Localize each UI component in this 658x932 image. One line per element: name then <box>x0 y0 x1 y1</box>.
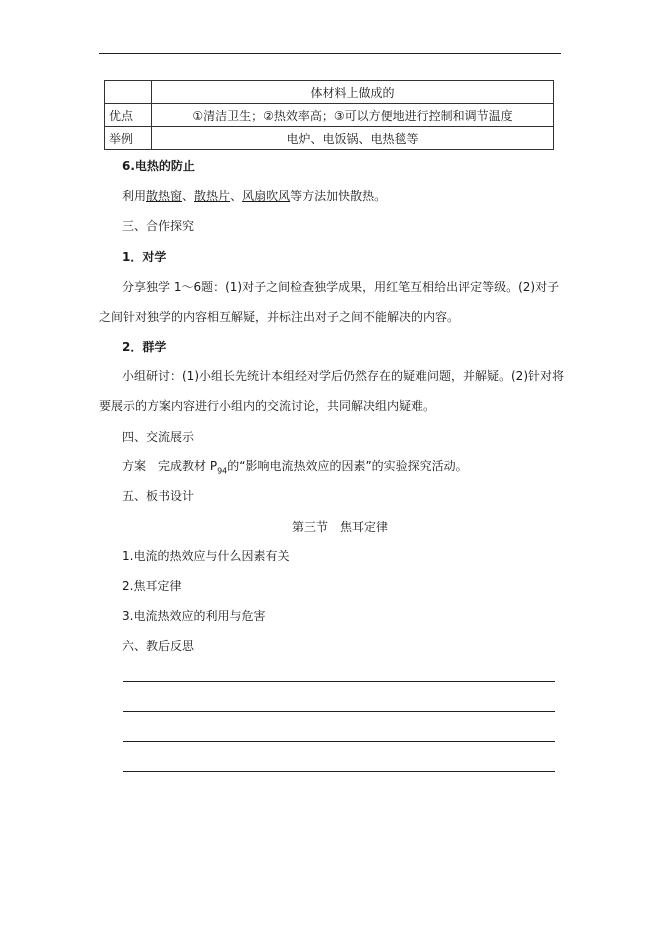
table-cell: 电炉、电饭锅、电热毯等 <box>152 127 554 150</box>
coop-heading: 三、合作探究 <box>122 219 195 233</box>
board-item: 3.电流热效应的利用与危害 <box>122 609 266 623</box>
board-title: 第三节 焦耳定律 <box>291 520 388 534</box>
text-span: 、 <box>182 189 195 203</box>
table-row <box>105 81 554 104</box>
heater-table <box>104 80 554 150</box>
board-item: 2.焦耳定律 <box>122 579 182 593</box>
underlined-term: 散热片 <box>194 189 231 203</box>
sub-heading-group: 2．群学 <box>122 340 167 354</box>
board-heading: 五、板书设计 <box>122 489 195 503</box>
writing-line <box>123 771 555 772</box>
section-6-paragraph <box>122 188 386 204</box>
table-row <box>105 104 554 127</box>
section-6-title: 6.电热的防止 <box>122 159 195 173</box>
underlined-term: 散热窗 <box>146 189 183 203</box>
sub-heading-pair: 1．对学 <box>122 250 167 264</box>
table-label: 举例 <box>105 127 152 150</box>
table-cell: 体材料上做成的 <box>152 81 554 104</box>
writing-line <box>123 741 555 742</box>
header-rule <box>99 53 561 54</box>
pair-paragraph-line-2: 之间针对独学的内容相互解疑，并标注出对子之间不能解决的内容。 <box>99 310 460 324</box>
show-paragraph <box>122 458 468 479</box>
text-span: 的“影响电流热效应的因素”的实验探究活动。 <box>227 459 468 473</box>
text-span: 利用 <box>122 189 147 203</box>
table-label: 优点 <box>105 104 152 127</box>
table-row <box>105 127 554 150</box>
underlined-term: 风扇吹风 <box>242 189 291 203</box>
writing-line <box>123 711 555 712</box>
writing-line <box>123 681 555 682</box>
page-subscript: 94 <box>217 466 228 476</box>
board-item: 1.电流的热效应与什么因素有关 <box>122 549 290 563</box>
reflect-heading: 六、教后反思 <box>122 639 195 653</box>
table-label <box>105 81 152 104</box>
group-paragraph-line-1: 小组研讨：(1)小组长先统计本组经对学后仍然存在的疑难问题，并解疑。(2)针对将 <box>122 369 564 383</box>
text-span: 等方法加快散热。 <box>290 189 387 203</box>
show-heading: 四、交流展示 <box>122 430 195 444</box>
pair-paragraph-line-1: 分享独学 1～6题：(1)对子之间检查独学成果，用红笔互相给出评定等级。(2)对子 <box>122 280 560 294</box>
table-cell: ①清洁卫生；②热效率高；③可以方便地进行控制和调节温度 <box>152 104 554 127</box>
group-paragraph-line-2: 要展示的方案内容进行小组内的交流讨论，共同解决组内疑难。 <box>99 399 436 413</box>
text-span: 、 <box>230 189 243 203</box>
text-span: 方案 完成教材 P <box>122 459 218 473</box>
